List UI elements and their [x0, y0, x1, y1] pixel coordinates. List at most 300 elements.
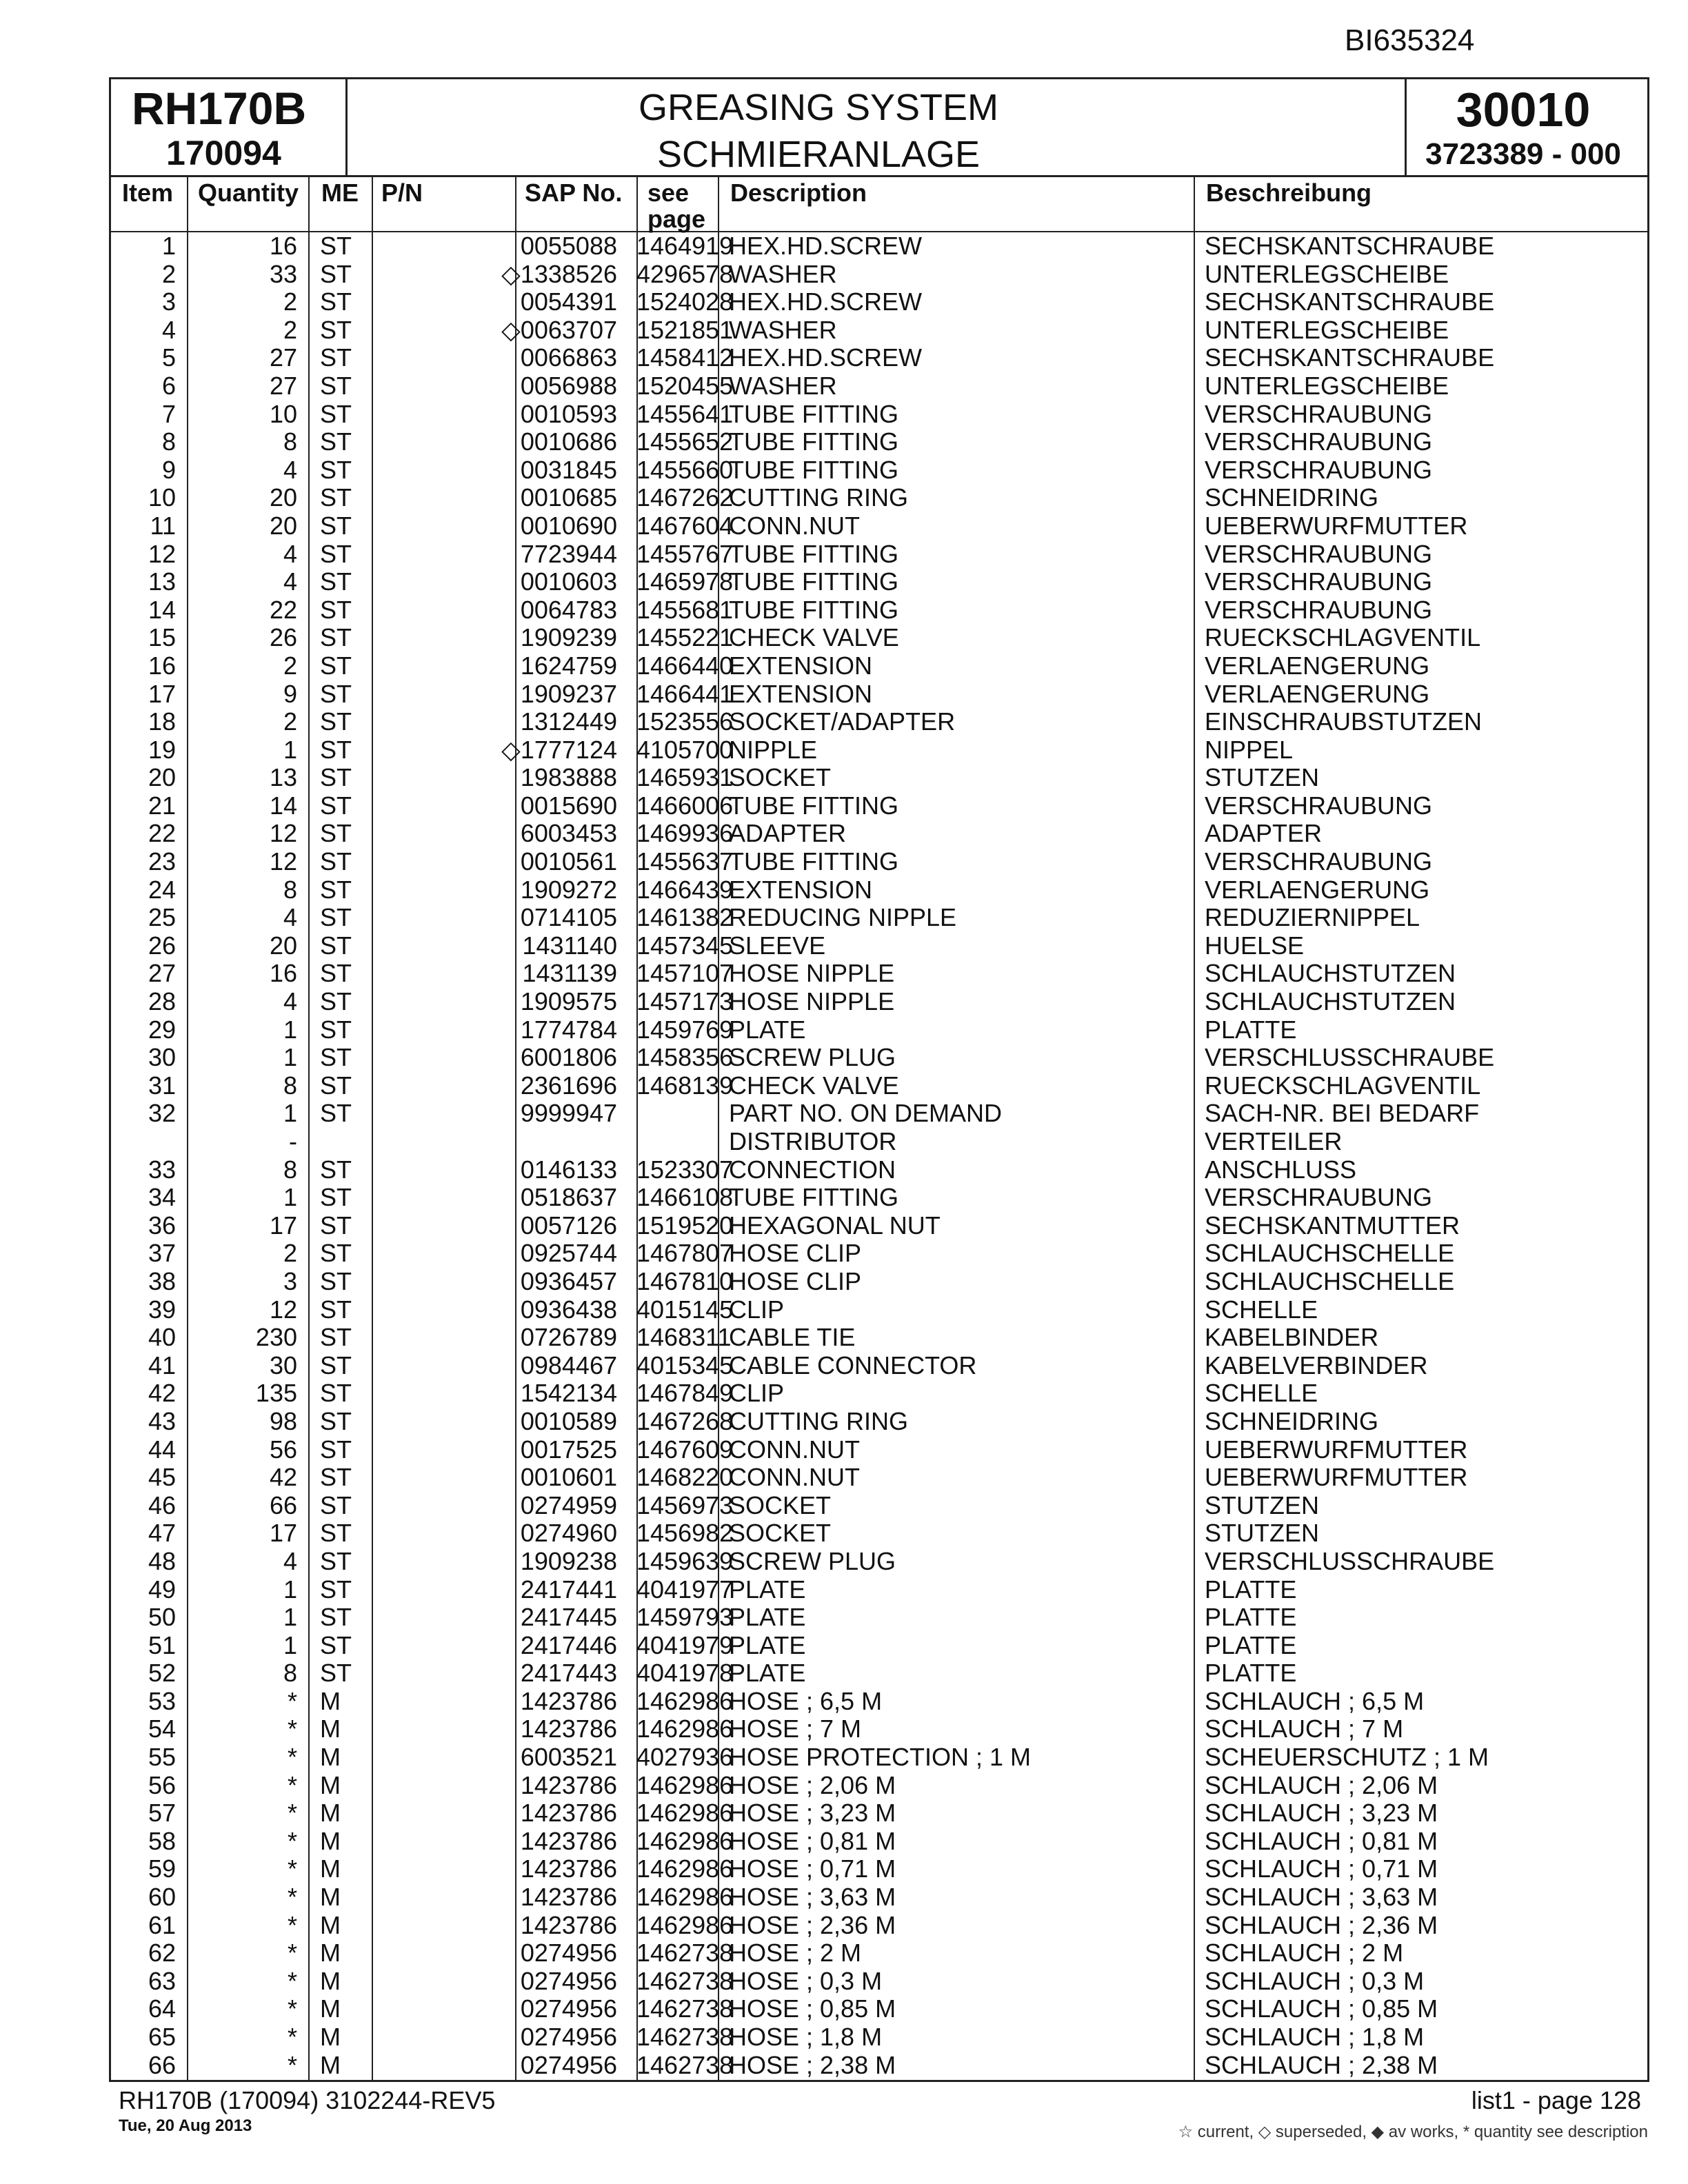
item-cell: 44 [148, 1435, 176, 1464]
quantity-cell: 12 [269, 1295, 297, 1324]
part-number-cell: 0518637 [520, 1183, 617, 1212]
part-number-cell: ◇0063707 [501, 315, 617, 344]
part-number-cell: 1423786 [520, 1799, 617, 1828]
quantity-cell: * [287, 2050, 297, 2079]
description-cell: HOSE ; 0,85 M [729, 1994, 896, 2023]
description-cell: HOSE CLIP [729, 1266, 862, 1295]
item-cell: 31 [148, 1071, 176, 1100]
quantity-cell: 8 [283, 1155, 297, 1184]
beschreibung-cell: PLATTE [1205, 1659, 1297, 1688]
sap-number-cell: 1455767 [636, 539, 734, 568]
table-row [111, 1855, 1647, 1883]
description-cell: CLIP [729, 1295, 785, 1324]
col-see-page-2: page [647, 205, 706, 233]
sap-number-cell: 1464919 [636, 232, 734, 260]
beschreibung-cell: VERSCHRAUBUNG [1205, 791, 1433, 820]
table-row [111, 876, 1647, 904]
group-number: 30010 [1456, 83, 1591, 136]
item-cell: 49 [148, 1575, 176, 1604]
quantity-cell: 8 [283, 427, 297, 456]
item-cell: 16 [148, 651, 176, 680]
unit-cell: M [320, 1799, 341, 1828]
unit-cell: ST [320, 1211, 352, 1240]
unit-cell: ST [320, 259, 352, 288]
beschreibung-cell: UEBERWURFMUTTER [1205, 1463, 1468, 1492]
description-cell: SOCKET/ADAPTER [729, 707, 956, 736]
quantity-cell: 27 [269, 343, 297, 372]
beschreibung-cell: SECHSKANTMUTTER [1205, 1211, 1460, 1240]
description-cell: HOSE ; 1,8 M [729, 2023, 883, 2051]
description-cell: PLATE [729, 1659, 806, 1688]
description-cell: HOSE ; 2 M [729, 1939, 862, 1968]
table-row [111, 232, 1647, 261]
item-cell: 58 [148, 1826, 176, 1855]
table-row [111, 1044, 1647, 1072]
part-number-cell: 0010603 [520, 567, 617, 596]
table-row [111, 1072, 1647, 1100]
item-cell: 29 [148, 1015, 176, 1044]
description-cell: PLATE [729, 1015, 806, 1044]
table-row [111, 1184, 1647, 1212]
description-cell: HEXAGONAL NUT [729, 1211, 941, 1240]
item-cell: 59 [148, 1854, 176, 1883]
beschreibung-cell: SCHLAUCHSTUTZEN [1205, 987, 1456, 1016]
description-cell: CHECK VALVE [729, 623, 899, 652]
part-number-cell: 1909239 [520, 623, 617, 652]
quantity-cell: 16 [269, 959, 297, 988]
part-number-cell: 1624759 [520, 651, 617, 680]
description-cell: PLATE [729, 1575, 806, 1604]
unit-cell: ST [320, 1155, 352, 1184]
sap-number-cell: 1523556 [636, 707, 734, 736]
beschreibung-cell: VERLAENGERUNG [1205, 651, 1430, 680]
sap-number-cell: 1462986 [636, 1799, 734, 1828]
unit-cell: ST [320, 1603, 352, 1632]
description-cell: HEX.HD.SCREW [729, 287, 923, 316]
table-row [111, 1968, 1647, 1996]
sap-number-cell: 1462986 [636, 1770, 734, 1799]
beschreibung-cell: VERSCHRAUBUNG [1205, 1183, 1433, 1212]
quantity-cell: * [287, 1883, 297, 1912]
part-number-cell: 2417446 [520, 1630, 617, 1659]
part-number-cell: 0274956 [520, 1994, 617, 2023]
sap-number-cell: 4027936 [636, 1743, 734, 1772]
beschreibung-cell: VERSCHRAUBUNG [1205, 427, 1433, 456]
table-row [111, 1324, 1647, 1352]
unit-cell: M [320, 2050, 341, 2079]
unit-cell: ST [320, 707, 352, 736]
beschreibung-cell: EINSCHRAUBSTUTZEN [1205, 707, 1483, 736]
unit-cell: ST [320, 1659, 352, 1688]
item-cell: 25 [148, 903, 176, 932]
sap-number-cell: 1462986 [636, 1686, 734, 1715]
unit-cell: M [320, 1770, 341, 1799]
description-cell: SOCKET [729, 1490, 832, 1519]
unit-cell: M [320, 1994, 341, 2023]
quantity-cell: 2 [283, 651, 297, 680]
item-cell: 1 [161, 232, 176, 260]
description-cell: EXTENSION [729, 679, 873, 708]
unit-cell: M [320, 1910, 341, 1939]
unit-cell: M [320, 1686, 341, 1715]
description-cell: CONNECTION [729, 1155, 896, 1184]
unit-cell: ST [320, 1546, 352, 1575]
item-cell: 4 [161, 315, 176, 344]
sap-number-cell: 1466441 [636, 679, 734, 708]
quantity-cell: 1 [283, 1575, 297, 1604]
description-cell: TUBE FITTING [729, 399, 898, 428]
part-number-cell: 0146133 [520, 1155, 617, 1184]
quantity-cell: 16 [269, 232, 297, 260]
beschreibung-cell: SECHSKANTSCHRAUBE [1205, 343, 1495, 372]
description-cell: WASHER [729, 259, 837, 288]
quantity-cell: * [287, 1966, 297, 1995]
beschreibung-cell: SECHSKANTSCHRAUBE [1205, 287, 1495, 316]
description-cell: EXTENSION [729, 875, 873, 904]
table-row [111, 512, 1647, 540]
quantity-cell: 2 [283, 707, 297, 736]
description-cell: HOSE CLIP [729, 1239, 862, 1268]
quantity-cell: - [289, 1127, 297, 1155]
part-number-cell: 1909575 [520, 987, 617, 1016]
part-number-cell: 6001806 [520, 1043, 617, 1072]
beschreibung-cell: SCHLAUCH ; 0,71 M [1205, 1854, 1438, 1883]
item-cell: 5 [161, 343, 176, 372]
table-row [111, 1016, 1647, 1044]
table-row [111, 372, 1647, 401]
item-cell: 18 [148, 707, 176, 736]
sap-number-cell: 1456973 [636, 1490, 734, 1519]
unit-cell: ST [320, 1043, 352, 1072]
table-row [111, 1464, 1647, 1492]
beschreibung-cell: PLATTE [1205, 1015, 1297, 1044]
table-row [111, 1688, 1647, 1716]
beschreibung-cell: SCHLAUCHSTUTZEN [1205, 959, 1456, 988]
table-row [111, 792, 1647, 820]
quantity-cell: * [287, 1994, 297, 2023]
item-cell: 64 [148, 1994, 176, 2023]
item-cell: 65 [148, 2023, 176, 2051]
sap-number-cell: 1462986 [636, 1910, 734, 1939]
quantity-cell: 14 [269, 791, 297, 820]
page-number: list1 - page 128 [1471, 2086, 1641, 2114]
item-cell: 54 [148, 1715, 176, 1743]
quantity-cell: 2 [283, 287, 297, 316]
beschreibung-cell: NIPPEL [1205, 735, 1294, 764]
quantity-cell: 27 [269, 371, 297, 400]
description-cell: HOSE ; 6,5 M [729, 1686, 883, 1715]
unit-cell: M [320, 2023, 341, 2051]
unit-cell: ST [320, 455, 352, 484]
part-number-cell: 0010561 [520, 847, 617, 876]
part-number-cell: 0015690 [520, 791, 617, 820]
beschreibung-cell: VERSCHLUSSCHRAUBE [1205, 1546, 1495, 1575]
sap-number-cell: 1462986 [636, 1854, 734, 1883]
description-cell: HOSE ; 3,23 M [729, 1799, 896, 1828]
beschreibung-cell: SCHLAUCH ; 6,5 M [1205, 1686, 1425, 1715]
item-cell: 55 [148, 1743, 176, 1772]
description-cell: CHECK VALVE [729, 1071, 899, 1100]
unit-cell: ST [320, 1239, 352, 1268]
sap-number-cell: 1462986 [636, 1826, 734, 1855]
col-me: ME [321, 179, 359, 207]
col-see-page: see [647, 179, 690, 207]
beschreibung-cell: VERSCHRAUBUNG [1205, 595, 1433, 624]
part-number-cell: 0936457 [520, 1266, 617, 1295]
quantity-cell: 135 [255, 1379, 297, 1408]
item-cell: 41 [148, 1351, 176, 1379]
item-cell: 42 [148, 1379, 176, 1408]
sap-number-cell: 1467262 [636, 483, 734, 512]
table-row [111, 960, 1647, 988]
table-row [111, 1799, 1647, 1828]
description-cell: ADAPTER [729, 819, 847, 848]
quantity-cell: 8 [283, 875, 297, 904]
description-cell: TUBE FITTING [729, 539, 898, 568]
unit-cell: ST [320, 1379, 352, 1408]
description-cell: SLEEVE [729, 931, 826, 960]
description-cell: PLATE [729, 1630, 806, 1659]
unit-cell: ST [320, 371, 352, 400]
document-reference: RH170B (170094) 3102244-REV5 [119, 2086, 496, 2114]
part-number-cell: 7723944 [520, 539, 617, 568]
parts-list-frame [109, 77, 1649, 2082]
item-cell: 43 [148, 1406, 176, 1435]
beschreibung-cell: VERSCHRAUBUNG [1205, 847, 1433, 876]
sap-number-cell: 1462986 [636, 1715, 734, 1743]
description-cell: TUBE FITTING [729, 455, 898, 484]
item-cell: 24 [148, 875, 176, 904]
sap-number-cell: 4041979 [636, 1630, 734, 1659]
sap-number-cell: 1468220 [636, 1463, 734, 1492]
table-row [111, 1240, 1647, 1268]
quantity-cell: 1 [283, 1603, 297, 1632]
unit-cell: ST [320, 679, 352, 708]
table-row [111, 1352, 1647, 1380]
legend: ☆ current, ◇ superseded, ◆ av works, * quantity see description [1178, 2123, 1648, 2141]
sap-number-cell: 1458356 [636, 1043, 734, 1072]
beschreibung-cell: UEBERWURFMUTTER [1205, 511, 1468, 540]
item-cell: 34 [148, 1183, 176, 1212]
quantity-cell: 1 [283, 1015, 297, 1044]
table-row [111, 1408, 1647, 1436]
table-row [111, 1883, 1647, 1912]
description-cell: DISTRIBUTOR [729, 1127, 897, 1155]
quantity-cell: 17 [269, 1519, 297, 1548]
beschreibung-cell: SECHSKANTSCHRAUBE [1205, 232, 1495, 260]
table-row [111, 1604, 1647, 1632]
beschreibung-cell: RUECKSCHLAGVENTIL [1205, 623, 1481, 652]
part-number-cell: 0054391 [520, 287, 617, 316]
item-cell: 56 [148, 1770, 176, 1799]
table-row [111, 1379, 1647, 1408]
part-number-cell: 1983888 [520, 763, 617, 792]
table-row [111, 708, 1647, 736]
sap-number-cell: 1455681 [636, 595, 734, 624]
beschreibung-cell: SCHNEIDRING [1205, 483, 1379, 512]
unit-cell: ST [320, 399, 352, 428]
table-row [111, 568, 1647, 596]
table-row [111, 1492, 1647, 1520]
part-number-cell: 0057126 [520, 1211, 617, 1240]
table-row [111, 540, 1647, 569]
unit-cell: ST [320, 623, 352, 652]
col-description: Description [730, 179, 867, 207]
quantity-cell: * [287, 1743, 297, 1772]
beschreibung-cell: VERSCHRAUBUNG [1205, 455, 1433, 484]
unit-cell: ST [320, 819, 352, 848]
beschreibung-cell: PLATTE [1205, 1603, 1297, 1632]
sap-number-cell: 1524028 [636, 287, 734, 316]
unit-cell: M [320, 1743, 341, 1772]
unit-cell: ST [320, 875, 352, 904]
sap-number-cell: 1466439 [636, 875, 734, 904]
table-row [111, 652, 1647, 680]
item-cell: 63 [148, 1966, 176, 1995]
quantity-cell: 12 [269, 819, 297, 848]
table-row [111, 764, 1647, 792]
sap-number-cell: 1462738 [636, 1994, 734, 2023]
unit-cell: ST [320, 1435, 352, 1464]
sap-number-cell: 1466108 [636, 1183, 734, 1212]
sap-number-cell: 1520455 [636, 371, 734, 400]
table-row [111, 1268, 1647, 1296]
part-number-cell: 0010589 [520, 1406, 617, 1435]
table-row [111, 932, 1647, 960]
item-cell: 47 [148, 1519, 176, 1548]
unit-cell: ST [320, 1406, 352, 1435]
part-number-cell: 0274960 [520, 1519, 617, 1548]
item-cell: 51 [148, 1630, 176, 1659]
part-number-cell: 2417443 [520, 1659, 617, 1688]
part-number-cell: 1542134 [520, 1379, 617, 1408]
unit-cell: ST [320, 343, 352, 372]
unit-cell: ST [320, 1490, 352, 1519]
part-number-cell: 0274956 [520, 2023, 617, 2051]
part-number-cell: 0055088 [520, 232, 617, 260]
part-number-cell: 0066863 [520, 343, 617, 372]
item-cell: 38 [148, 1266, 176, 1295]
table-row [111, 736, 1647, 765]
beschreibung-cell: SCHLAUCH ; 3,23 M [1205, 1799, 1438, 1828]
group-reference: 3723389 - 000 [1425, 137, 1621, 171]
beschreibung-cell: KABELBINDER [1205, 1323, 1379, 1352]
item-cell: 57 [148, 1799, 176, 1828]
table-row [111, 1939, 1647, 1968]
beschreibung-cell: UNTERLEGSCHEIBE [1205, 371, 1449, 400]
sap-number-cell: 1461382 [636, 903, 734, 932]
beschreibung-cell: RUECKSCHLAGVENTIL [1205, 1071, 1481, 1100]
quantity-cell: 1 [283, 1043, 297, 1072]
beschreibung-cell: VERSCHRAUBUNG [1205, 399, 1433, 428]
part-number-cell: 1312449 [520, 707, 617, 736]
sap-number-cell: 1462986 [636, 1883, 734, 1912]
unit-cell: ST [320, 903, 352, 932]
part-number-cell: 1431139 [522, 959, 617, 988]
description-cell: HOSE NIPPLE [729, 959, 895, 988]
unit-cell: ST [320, 1071, 352, 1100]
unit-cell: M [320, 1883, 341, 1912]
sap-number-cell: 4015145 [636, 1295, 734, 1324]
table-row [111, 2052, 1647, 2080]
item-cell: 53 [148, 1686, 176, 1715]
beschreibung-cell: VERSCHLUSSCHRAUBE [1205, 1043, 1495, 1072]
table-row [111, 1715, 1647, 1743]
quantity-cell: 1 [283, 1630, 297, 1659]
part-number-cell: 1423786 [520, 1854, 617, 1883]
quantity-cell: * [287, 1686, 297, 1715]
description-cell: EXTENSION [729, 651, 873, 680]
table-row [111, 484, 1647, 512]
sap-number-cell: 1467604 [636, 511, 734, 540]
description-cell: HOSE ; 0,81 M [729, 1826, 896, 1855]
item-cell: 39 [148, 1295, 176, 1324]
beschreibung-cell: UNTERLEGSCHEIBE [1205, 259, 1449, 288]
table-row [111, 1659, 1647, 1688]
quantity-cell: * [287, 2023, 297, 2051]
table-row [111, 456, 1647, 485]
description-cell: HEX.HD.SCREW [729, 232, 923, 260]
item-cell: 14 [148, 595, 176, 624]
description-cell: HOSE PROTECTION ; 1 M [729, 1743, 1032, 1772]
item-cell: 27 [148, 959, 176, 988]
quantity-cell: * [287, 1715, 297, 1743]
beschreibung-cell: VERSCHRAUBUNG [1205, 567, 1433, 596]
description-cell: PART NO. ON DEMAND [729, 1099, 1003, 1128]
part-number-cell: ◇1338526 [501, 259, 617, 288]
part-number-cell: 1423786 [520, 1770, 617, 1799]
unit-cell: ST [320, 539, 352, 568]
item-cell: 7 [161, 399, 176, 428]
part-number-cell: 0031845 [520, 455, 617, 484]
item-cell: 61 [148, 1910, 176, 1939]
sap-number-cell: 1462738 [636, 1939, 734, 1968]
table-row [111, 1100, 1647, 1128]
table-row [111, 344, 1647, 372]
part-number-cell: 9999947 [520, 1099, 617, 1128]
description-cell: HOSE ; 2,06 M [729, 1770, 896, 1799]
description-cell: HOSE NIPPLE [729, 987, 895, 1016]
table-row [111, 1156, 1647, 1184]
table-row [111, 988, 1647, 1016]
beschreibung-cell: SCHEUERSCHUTZ ; 1 M [1205, 1743, 1489, 1772]
item-cell: 13 [148, 567, 176, 596]
header-block [111, 79, 1647, 177]
table-row [111, 904, 1647, 932]
beschreibung-cell: ADAPTER [1205, 819, 1323, 848]
quantity-cell: 4 [283, 567, 297, 596]
description-cell: CONN.NUT [729, 1435, 860, 1464]
item-cell: 3 [161, 287, 176, 316]
unit-cell: ST [320, 791, 352, 820]
part-number-cell: 6003453 [520, 819, 617, 848]
table-row [111, 401, 1647, 429]
part-number-cell: 0010686 [520, 427, 617, 456]
sap-number-cell: 1467807 [636, 1239, 734, 1268]
description-cell: CABLE CONNECTOR [729, 1351, 977, 1379]
model-name: RH170B [132, 83, 307, 134]
unit-cell: ST [320, 232, 352, 260]
quantity-cell: 9 [283, 679, 297, 708]
column-headers [111, 177, 1647, 232]
beschreibung-cell: STUTZEN [1205, 1519, 1319, 1548]
item-cell: 10 [148, 483, 176, 512]
print-date: Tue, 20 Aug 2013 [119, 2116, 252, 2135]
unit-cell: ST [320, 651, 352, 680]
sap-number-cell: 4015345 [636, 1351, 734, 1379]
item-cell: 8 [161, 427, 176, 456]
beschreibung-cell: SCHLAUCH ; 1,8 M [1205, 2023, 1425, 2051]
